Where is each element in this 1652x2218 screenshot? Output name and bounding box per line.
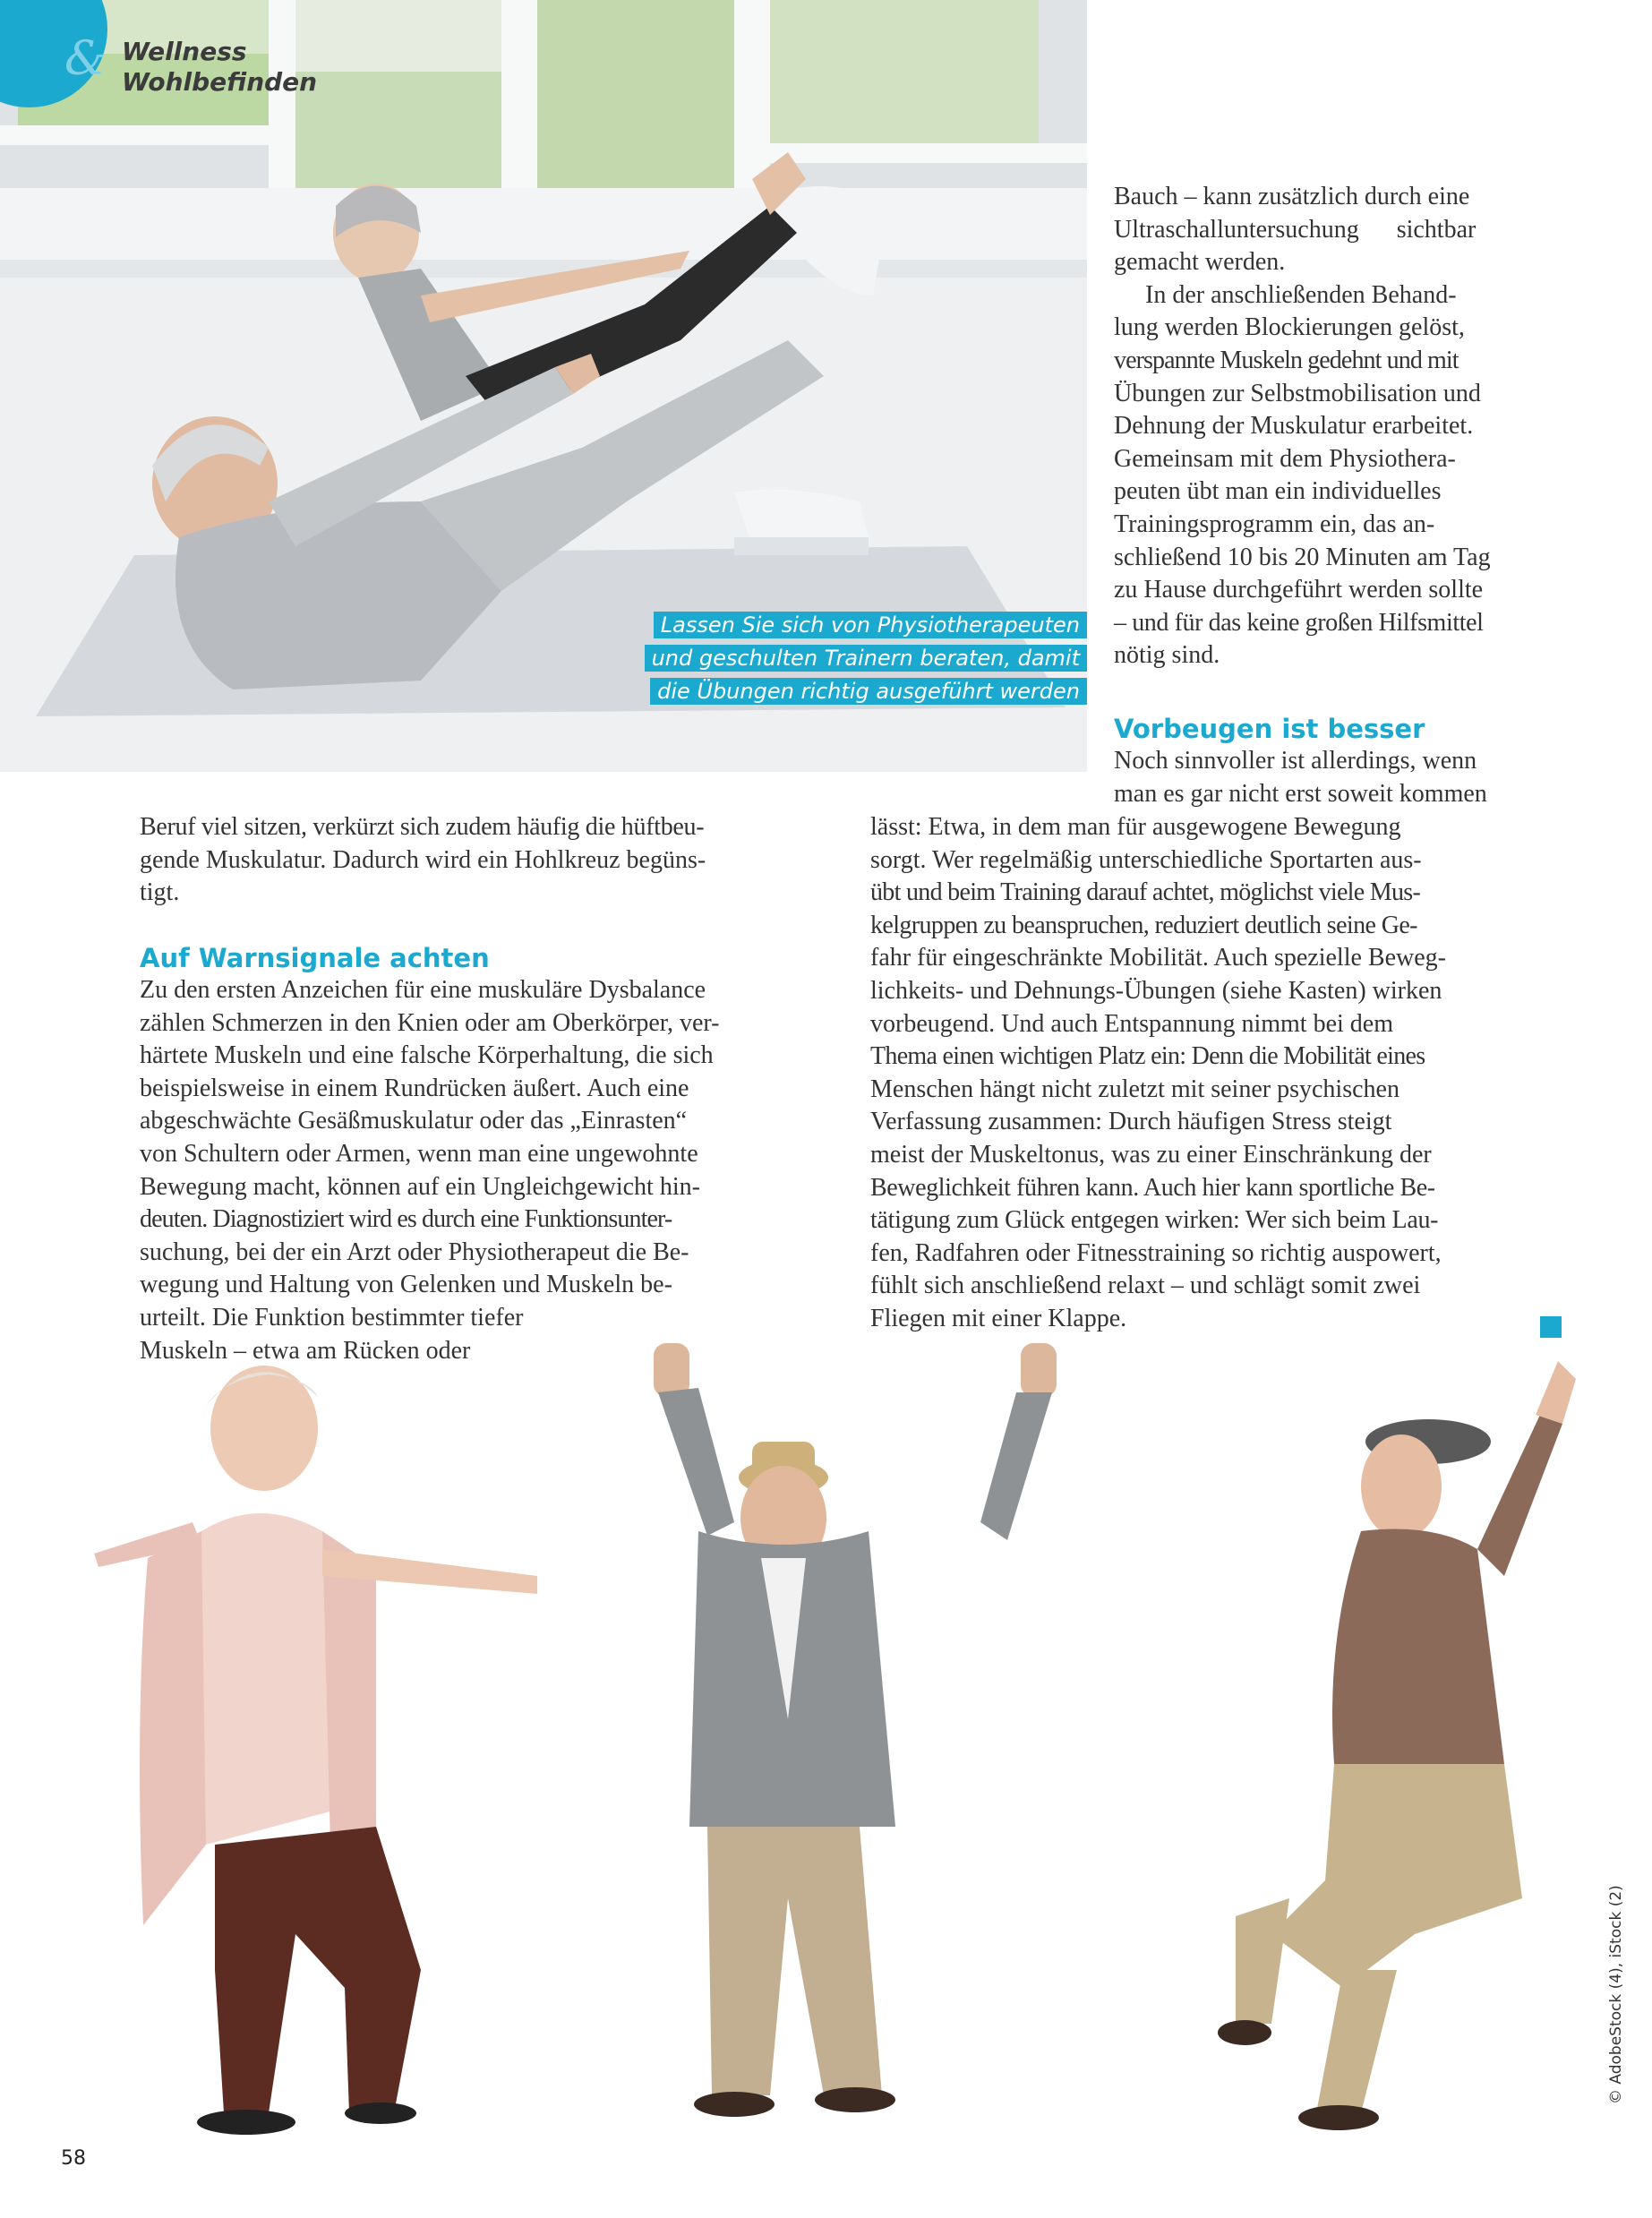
warnsignale-body-text xyxy=(140,974,829,1367)
text-line: Übungen zur Selbstmobilisation und xyxy=(1114,379,1481,407)
photo-credit: © AdobeStock (4), iStock (2) xyxy=(1607,1885,1625,2104)
text-line: beispielsweise in einem Rundrücken äußert. Auch eine xyxy=(140,1074,689,1102)
text-line: Ultraschalluntersuchung sichtbar xyxy=(1114,215,1477,244)
text-line: Dehnung der Muskulatur erarbeitet. xyxy=(1114,412,1474,441)
text-line: suchung, bei der ein Arzt oder Physiotherapeut die Be- xyxy=(140,1237,689,1266)
caption-line: Lassen Sie sich von Physiotherapeuten xyxy=(654,612,1087,638)
text-line: Beruf viel sitzen, verkürzt sich zudem häufig die hüftbeu- xyxy=(140,813,705,841)
text-line: lung werden Blockierungen gelöst, xyxy=(1114,313,1465,342)
photo-caption xyxy=(621,609,1087,708)
text-line: sorgt. Wer regelmäßig unterschiedliche Sportarten aus- xyxy=(870,845,1422,874)
text-line: Fliegen mit einer Klappe. xyxy=(870,1304,1127,1332)
text-line: man es gar nicht erst soweit kommen xyxy=(1114,779,1487,808)
dancing-man-center-figure xyxy=(654,1343,1057,2117)
text-line: fühlt sich anschließend relaxt – und schlägt somit zwei xyxy=(870,1272,1421,1300)
text-line: Bauch – kann zusätzlich durch eine xyxy=(1114,183,1470,210)
caption-line: und geschulten Trainern beraten, damit xyxy=(645,645,1087,672)
text-line: zählen Schmerzen in den Knien oder am Oberkörper, ver- xyxy=(140,1008,720,1037)
text-line: gemacht werden. xyxy=(1114,248,1286,277)
text-line: urteilt. Die Funktion bestimmter tiefer xyxy=(140,1303,524,1332)
dancing-woman-figure xyxy=(94,1366,537,2135)
text-line: abgeschwächte Gesäßmuskulatur oder das „Einrasten“ xyxy=(140,1107,688,1135)
text-line: Beweglichkeit führen kann. Auch hier kann sportliche Be- xyxy=(870,1173,1435,1202)
text-line: härtete Muskeln und eine falsche Körperhaltung, die sich xyxy=(140,1041,714,1070)
dancing-seniors-photo xyxy=(0,1343,1576,2149)
text-line: fahr für eingeschränkte Mobilität. Auch spezielle Beweg- xyxy=(870,944,1446,972)
text-line: nötig sind. xyxy=(1114,641,1220,670)
section-title-line-2: Wohlbefinden xyxy=(122,67,318,97)
section-title-line-1: Wellness xyxy=(122,37,247,66)
text-line: meist der Muskeltonus, was zu einer Einschränkung der xyxy=(870,1140,1432,1169)
text-line: tigt. xyxy=(140,878,180,907)
text-line: – und für das keine großen Hilfsmittel xyxy=(1114,608,1484,637)
heading-warnsignale: Auf Warnsignale achten xyxy=(140,943,490,973)
page-number: 58 xyxy=(61,2147,86,2170)
text-line: zu Hause durchgeführt werden sollte xyxy=(1114,576,1484,604)
right-column-top-text xyxy=(1114,181,1562,672)
text-line: In der anschließenden Behand- xyxy=(1114,280,1457,309)
text-line: Bewegung macht, können auf ein Ungleichgewicht hin- xyxy=(140,1172,700,1201)
text-line: tätigung zum Glück entgegen wirken: Wer sich beim Lau- xyxy=(870,1206,1439,1235)
vorbeugen-intro-text xyxy=(1114,745,1562,810)
left-intro-text xyxy=(140,811,829,910)
vorbeugen-body-text xyxy=(870,811,1562,1336)
text-line: Menschen hängt nicht zuletzt mit seiner psychischen xyxy=(870,1075,1399,1103)
text-line: von Schultern oder Armen, wenn man eine ungewohnte xyxy=(140,1139,698,1168)
text-line: Zu den ersten Anzeichen für eine muskuläre Dysbalance xyxy=(140,976,706,1004)
text-line: Noch sinnvoller ist allerdings, wenn xyxy=(1114,747,1477,775)
text-line: übt und beim Training darauf achtet, möglichst viele Mus- xyxy=(870,878,1421,907)
text-line: Muskeln – etwa am Rücken oder xyxy=(140,1336,471,1365)
text-line: schließend 10 bis 20 Minuten am Tag xyxy=(1114,543,1491,571)
text-line: verspannte Muskeln gedehnt und mit xyxy=(1114,346,1459,374)
heading-vorbeugen: Vorbeugen ist besser xyxy=(1114,714,1425,744)
text-line: lichkeits- und Dehnungs-Übungen (siehe Kasten) wirken xyxy=(870,976,1442,1005)
article-end-square xyxy=(1540,1316,1562,1338)
text-line: Trainingsprogramm ein, das an- xyxy=(1114,510,1435,538)
text-line: lässt: Etwa, in dem man für ausgewogene Bewegung xyxy=(870,813,1401,841)
text-line: wegung und Haltung von Gelenken und Muskeln be- xyxy=(140,1271,672,1299)
text-line: gende Muskulatur. Dadurch wird ein Hohlkreuz begüns- xyxy=(140,845,706,874)
dancing-man-right-figure xyxy=(1218,1361,1576,2130)
caption-line: die Übungen richtig ausgeführt werden xyxy=(650,678,1087,705)
section-ampersand: & xyxy=(64,32,107,86)
text-line: fen, Radfahren oder Fitnesstraining so richtig auspowert, xyxy=(870,1238,1442,1267)
text-line: vorbeugend. Und auch Entspannung nimmt bei dem xyxy=(870,1009,1393,1038)
text-line: Thema einen wichtigen Platz ein: Denn die Mobilität eines xyxy=(870,1042,1425,1071)
text-line: Verfassung zusammen: Durch häufigen Stress steigt xyxy=(870,1108,1392,1136)
text-line: Gemeinsam mit dem Physiothera- xyxy=(1114,444,1456,473)
text-line: peuten übt man ein individuelles xyxy=(1114,477,1442,506)
text-line: kelgruppen zu beanspruchen, reduziert deutlich seine Ge- xyxy=(870,911,1417,939)
text-line: deuten. Diagnostiziert wird es durch eine Funktionsunter- xyxy=(140,1205,672,1234)
